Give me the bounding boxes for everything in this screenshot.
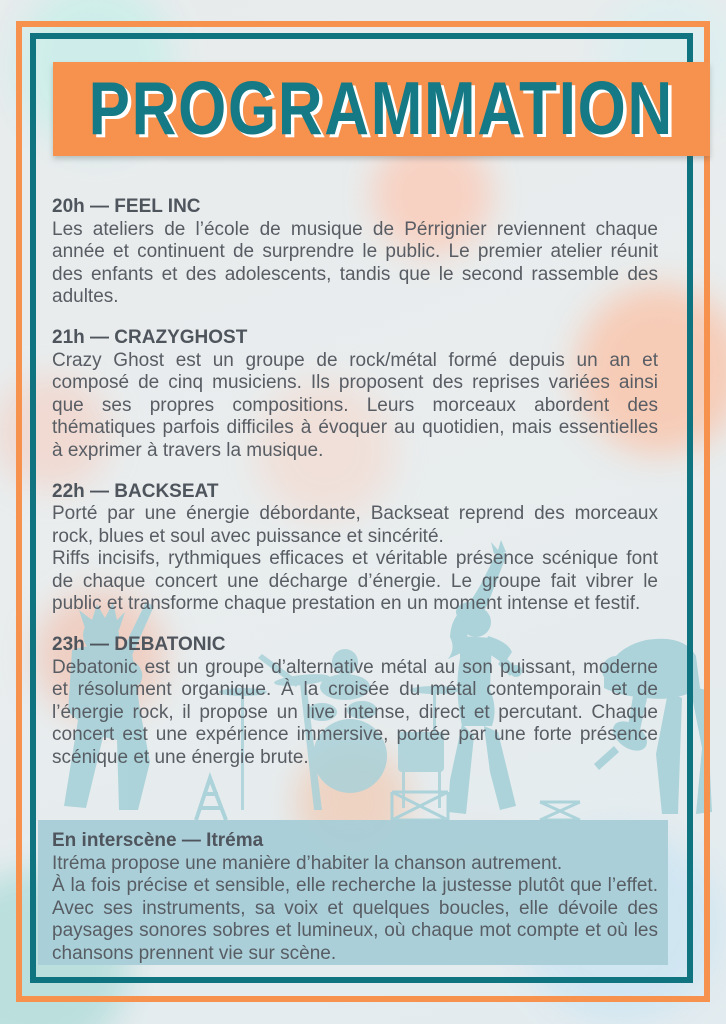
section-paragraph: Riffs incisifs, rythmiques efficaces et véritable présence scénique font de chaque concert une décharge d’énergie. Le groupe fait vibrer le public et transforme chaque prestation en un moment intense et festif. — [52, 548, 658, 614]
section-heading: 20h — FEEL INC — [52, 196, 201, 217]
section-paragraph: Porté par une énergie débordante, Backseat reprend des morceaux rock, blues et soul avec puissance et sincérité. — [52, 503, 658, 547]
section-backseat — [52, 481, 658, 616]
section-heading: 21h — CRAZYGHOST — [52, 327, 248, 348]
section-heading: 22h — BACKSEAT — [52, 480, 219, 502]
section-feel-inc — [52, 196, 658, 309]
program-sections — [52, 196, 658, 788]
highlight-heading: En interscène — Itréma — [52, 830, 264, 851]
section-debatonic — [52, 634, 658, 769]
section-crazyghost — [52, 327, 658, 462]
poster-title: PROGRAMMATION — [88, 67, 675, 151]
section-paragraph: Crazy Ghost est un groupe de rock/métal formé depuis un an et composé de cinq musiciens. Ils proposent des reprises variées ainsi que ses propres compositions. Leurs morceaux abordent des thématiques parfois difficiles à évoquer au quotidien, mais essentielles à exprimer à travers la musique. — [52, 349, 658, 461]
highlight-paragraph: Itréma propose une manière d’habiter la chanson autrement. — [52, 852, 563, 874]
section-heading: 23h — DEBATONIC — [52, 634, 226, 655]
highlight-paragraph: À la fois précise et sensible, elle recherche la justesse plutôt que l’effet. Avec ses instruments, sa voix et quelques boucles, elle dévoile des paysages sonores sobres et lumineux, où chaque mot compte et où les chansons prennent vie sur scène. — [52, 875, 658, 964]
section-paragraph: Les ateliers de l’école de musique de Pérrignier reviennent chaque année et continuent de surprendre le public. Le premier atelier réunit des enfants et des adolescents, tandis que le second rassemble des adultes. — [52, 218, 658, 307]
title-banner — [53, 62, 710, 156]
interscene-highlight-box — [38, 820, 668, 965]
section-paragraph: Debatonic est un groupe d’alternative métal au son puissant, moderne et résolument organique. À la croisée du métal contemporain et de l’énergie rock, il propose un live intense, direct et percutant. Chaque concert est une expérience immersive, portée par une forte présence scénique et une énergie brute. — [52, 656, 658, 768]
